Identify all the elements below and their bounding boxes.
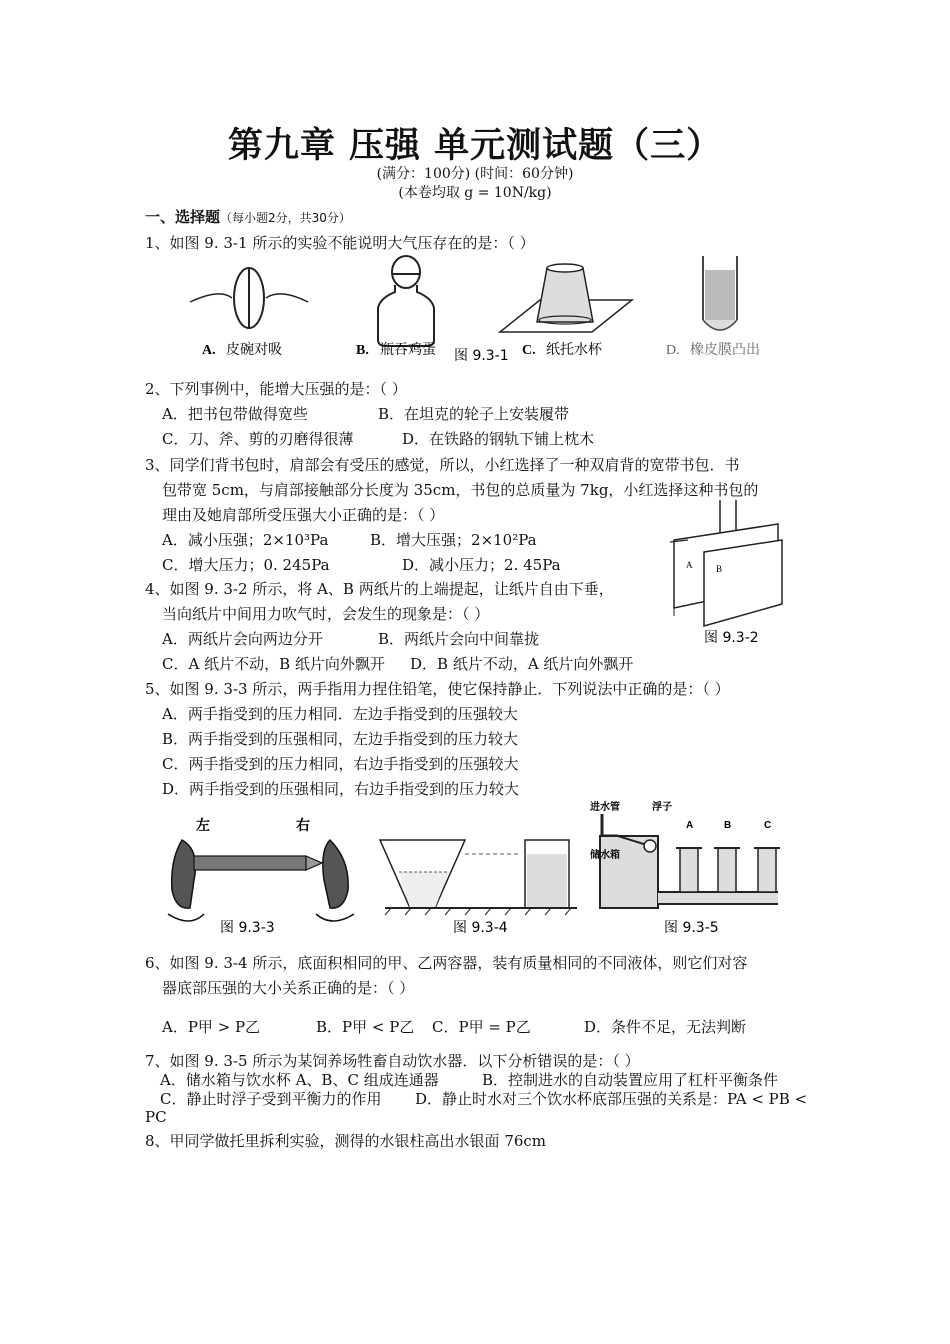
suction-cups-drawing [190, 268, 308, 328]
figure-9-3-2 [664, 500, 804, 650]
q5-option-a: A．两手指受到的压力相同．左边手指受到的压强较大 [162, 705, 518, 723]
fig3-caption: 图 9.3-3 [220, 920, 275, 936]
fig1-label-a-letter: A. [202, 343, 216, 358]
q7-option-d-continued: PC [145, 1108, 167, 1126]
figure-9-3-4 [365, 830, 583, 938]
q2-option-b: B．在坦克的轮子上安装履带 [378, 405, 570, 423]
fig2-caption: 图 9.3-2 [704, 630, 759, 646]
question-2: 2、下列事例中，能增大压强的是：（ ） [145, 380, 407, 398]
fig1-label-d-text: 橡皮膜凸出 [690, 342, 760, 358]
q7-option-b: B．控制进水的自动装置应用了杠杆平衡条件 [482, 1071, 779, 1089]
figure-9-3-5 [588, 796, 788, 938]
q2-option-a: A．把书包带做得宽些 [162, 405, 308, 423]
fig5-caption: 图 9.3-5 [664, 920, 719, 936]
section-header [145, 206, 351, 227]
question-5: 5、如图 9. 3-3 所示，两手指用力捏住铅笔，使它保持静止．下列说法中正确的是：（ ） [145, 680, 730, 698]
question-3-line-1: 3、同学们背书包时，肩部会有受压的感觉，所以，小红选择了一种双肩背的宽带书包．书 [145, 456, 740, 474]
question-4-line-2: 当向纸片中间用力吹气时，会发生的现象是：（ ） [162, 605, 490, 623]
q4-option-a: A．两纸片会向两边分开 [162, 630, 323, 648]
fig1-label-c-letter: C. [522, 343, 536, 358]
q3-option-d: D．减小压力；2. 45Pa [402, 556, 561, 574]
q4-option-d: D．B 纸片不动，A 纸片向外飘开 [410, 655, 634, 673]
tube-membrane-drawing [703, 256, 737, 330]
question-7: 7、如图 9. 3-5 所示为某饲养场牲畜自动饮水器．以下分析错误的是：（ ） [145, 1052, 640, 1070]
question-1: 1、如图 9. 3-1 所示的实验不能说明大气压存在的是：（ ） [145, 234, 535, 252]
fig4-caption: 图 9.3-4 [453, 920, 508, 936]
fig1-caption: 图 9.3-1 [454, 348, 509, 364]
fig1-label-c-text: 纸托水杯 [546, 342, 602, 358]
q6-option-a: A．P甲 > P乙 [162, 1018, 261, 1036]
q6-option-d: D．条件不足，无法判断 [584, 1018, 747, 1036]
score-time: (满分：100分) (时间：60分钟) [376, 166, 574, 182]
question-6-line-2: 器底部压强的大小关系正确的是：（ ） [162, 979, 415, 997]
fig5-cup-b-label: B [724, 820, 732, 831]
fig1-label-b-text: 瓶吞鸡蛋 [380, 342, 436, 358]
question-3-line-2: 包带宽 5cm，与肩部接触部分长度为 35cm，书包的总质量为 7kg，小红选择这种书包的 [162, 481, 759, 499]
question-4-line-1: 4、如图 9. 3-2 所示，将 A、B 两纸片的上端提起，让纸片自由下垂， [145, 580, 614, 598]
fig3-right-label: 右 [296, 818, 310, 834]
q7-option-d: D．静止时水对三个饮水杯底部压强的关系是：PA < PB < [415, 1090, 808, 1108]
fig1-label-d-letter: D. [666, 343, 680, 358]
q2-option-d: D．在铁路的钢轨下铺上枕木 [402, 430, 595, 448]
q6-option-b: B．P甲 < P乙 [316, 1018, 415, 1036]
figure-9-3-3 [160, 810, 360, 938]
q7-option-a: A．储水箱与饮水杯 A、B、C 组成连通器 [160, 1071, 439, 1089]
q5-option-b: B．两手指受到的压强相同，左边手指受到的压力较大 [162, 730, 519, 748]
q3-option-c: C．增大压力；0. 245Pa [162, 556, 330, 574]
section-note: （每小题2分，共30分） [220, 211, 351, 225]
section-label: 一、选择题 [145, 208, 221, 226]
paper-cup-drawing [500, 264, 632, 332]
question-8: 8、甲同学做托里拆利实验，测得的水银柱高出水银面 76cm [145, 1132, 547, 1150]
fig5-tank-label: 储水箱 [590, 850, 620, 861]
fig5-cup-c-label: C [764, 820, 772, 831]
q7-option-c: C．静止时浮子受到平衡力的作用 [160, 1090, 382, 1108]
q5-option-c: C．两手指受到的压力相同，右边手指受到的压强较大 [162, 755, 519, 773]
q6-option-c: C．P甲 = P乙 [432, 1018, 531, 1036]
fig1-label-b-letter: B. [356, 343, 369, 358]
page-title: 第九章 压强 单元测试题（三） [227, 126, 723, 166]
paper-a-label: A [686, 560, 693, 570]
figure-9-3-1 [180, 250, 780, 365]
q4-option-c: C．A 纸片不动，B 纸片向外飘开 [162, 655, 385, 673]
q4-option-b: B．两纸片会向中间靠拢 [378, 630, 540, 648]
q3-option-b: B．增大压强；2×10²Pa [370, 531, 537, 549]
q5-option-d: D．两手指受到的压强相同，右边手指受到的压力较大 [162, 780, 520, 798]
fig1-label-a-text: 皮碗对吸 [226, 342, 282, 358]
fig5-cup-a-label: A [686, 820, 694, 831]
paper-b-label: B [716, 564, 723, 574]
question-3-line-3: 理由及她肩部所受压强大小正确的是：（ ） [162, 506, 445, 524]
bottle-egg-drawing [378, 256, 434, 346]
fig5-float-label: 浮子 [652, 802, 672, 813]
q2-option-c: C．刀、斧、剪的刃磨得很薄 [162, 430, 354, 448]
question-6-line-1: 6、如图 9. 3-4 所示，底面积相同的甲、乙两容器，装有质量相同的不同液体，则它们对容 [145, 954, 748, 972]
fig5-inlet-label: 进水管 [590, 802, 620, 813]
fig3-left-label: 左 [196, 818, 210, 834]
q3-option-a: A．减小压强；2×10³Pa [162, 531, 329, 549]
g-note: (本卷均取 g = 10N/kg) [398, 185, 552, 201]
